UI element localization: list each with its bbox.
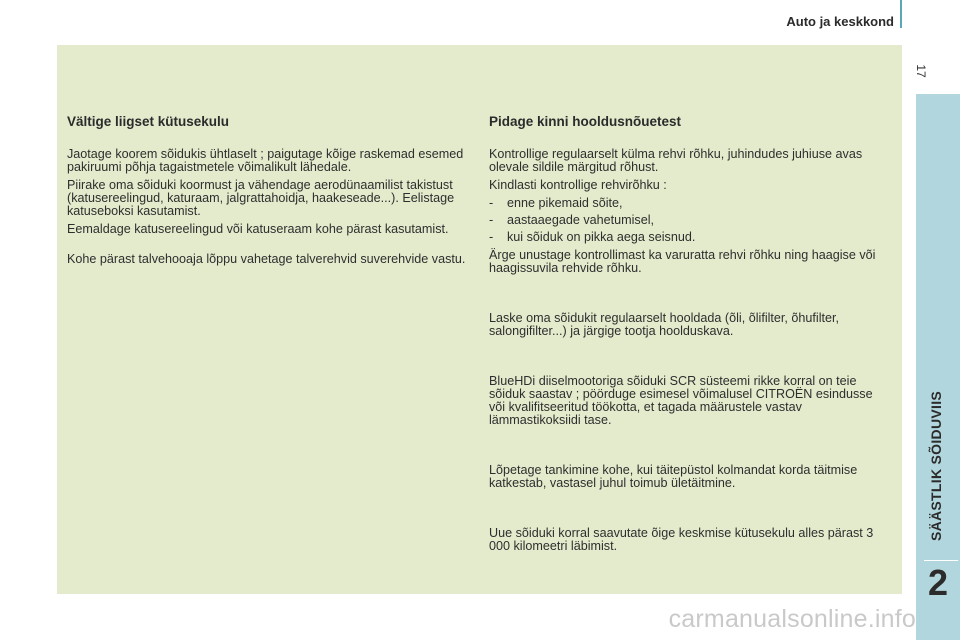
list-item bbox=[489, 214, 889, 227]
paragraph: Jaotage koorem sõidukis ühtlaselt ; paigutage kõige raskemad esemed pakiruumi põhja tagaistmetele võimalikult lähedale. bbox=[67, 147, 464, 174]
paragraph: BlueHDi diiselmootoriga sõiduki SCR süsteemi rikke korral on teie sõiduk saastav ; pöörduge esimesel võimalusel CITROËN esindusse või kvalifitseeritud töökotta, et tagada määrustele vastav lämmastikoksiidi tase. bbox=[489, 374, 873, 427]
list-item bbox=[489, 197, 889, 210]
list-item bbox=[489, 231, 889, 244]
tyre-check-list bbox=[489, 197, 889, 244]
page-number: 17 bbox=[914, 64, 928, 78]
paragraph: Piirake oma sõiduki koormust ja vähendage aerodünaamilist takistust (katusereelingud, katuraam, jalgrattahoidja, haakeseade...). Eelistage katuseboksi kasutamist. bbox=[67, 178, 455, 218]
left-column bbox=[67, 115, 467, 271]
page-header-title: Auto ja keskkond bbox=[786, 14, 894, 29]
paragraph: Kohe pärast talvehooaja lõppu vahetage talverehvid suverehvide vastu. bbox=[67, 252, 466, 266]
paragraph: Kontrollige regulaarselt külma rehvi rõhku, juhindudes juhiuse avas olevale sildile märgitud rõhust. bbox=[489, 147, 863, 174]
chapter-section-label: SÄÄSTLIK SÕIDUVIIS bbox=[928, 390, 944, 542]
chapter-number: 2 bbox=[927, 562, 949, 603]
list-item-text: kui sõiduk on pikka aega seisnud. bbox=[507, 230, 696, 244]
list-dash: - bbox=[489, 230, 494, 244]
paragraph: Kindlasti kontrollige rehvirõhku : bbox=[489, 178, 667, 192]
list-item-text: aastaaegade vahetumisel, bbox=[507, 213, 655, 227]
header-rule bbox=[900, 0, 902, 28]
content-panel bbox=[57, 45, 902, 594]
watermark: carmanualsonline.info bbox=[668, 605, 916, 633]
list-item-text: enne pikemaid sõite, bbox=[507, 196, 623, 210]
paragraph: Uue sõiduki korral saavutate õige keskmise kütusekulu alles pärast 3 000 kilomeetri läbimist. bbox=[489, 526, 874, 553]
right-column bbox=[489, 115, 889, 558]
section-heading-maintenance: Pidage kinni hooldusnõuetest bbox=[489, 114, 682, 129]
paragraph: Lõpetage tankimine kohe, kui täitepüstol kolmandat korda täitmise katkestab, vastasel juhul toimub ületäitmine. bbox=[489, 463, 858, 490]
chapter-sidebar bbox=[916, 94, 960, 640]
list-dash: - bbox=[489, 196, 494, 210]
paragraph: Ärge unustage kontrollimast ka varuratta rehvi rõhku ning haagise või haagissuvila rehvide rõhku. bbox=[489, 248, 876, 275]
section-heading-fuel: Vältige liigset kütusekulu bbox=[67, 114, 230, 129]
paragraph: Eemaldage katusereelingud või katuseraam kohe pärast kasutamist. bbox=[67, 222, 449, 236]
paragraph: Laske oma sõidukit regulaarselt hooldada (õli, õlifilter, õhufilter, salongifilter...) ja järgige tootja hoolduskava. bbox=[489, 311, 840, 338]
sidebar-divider bbox=[924, 560, 958, 561]
list-dash: - bbox=[489, 213, 494, 227]
